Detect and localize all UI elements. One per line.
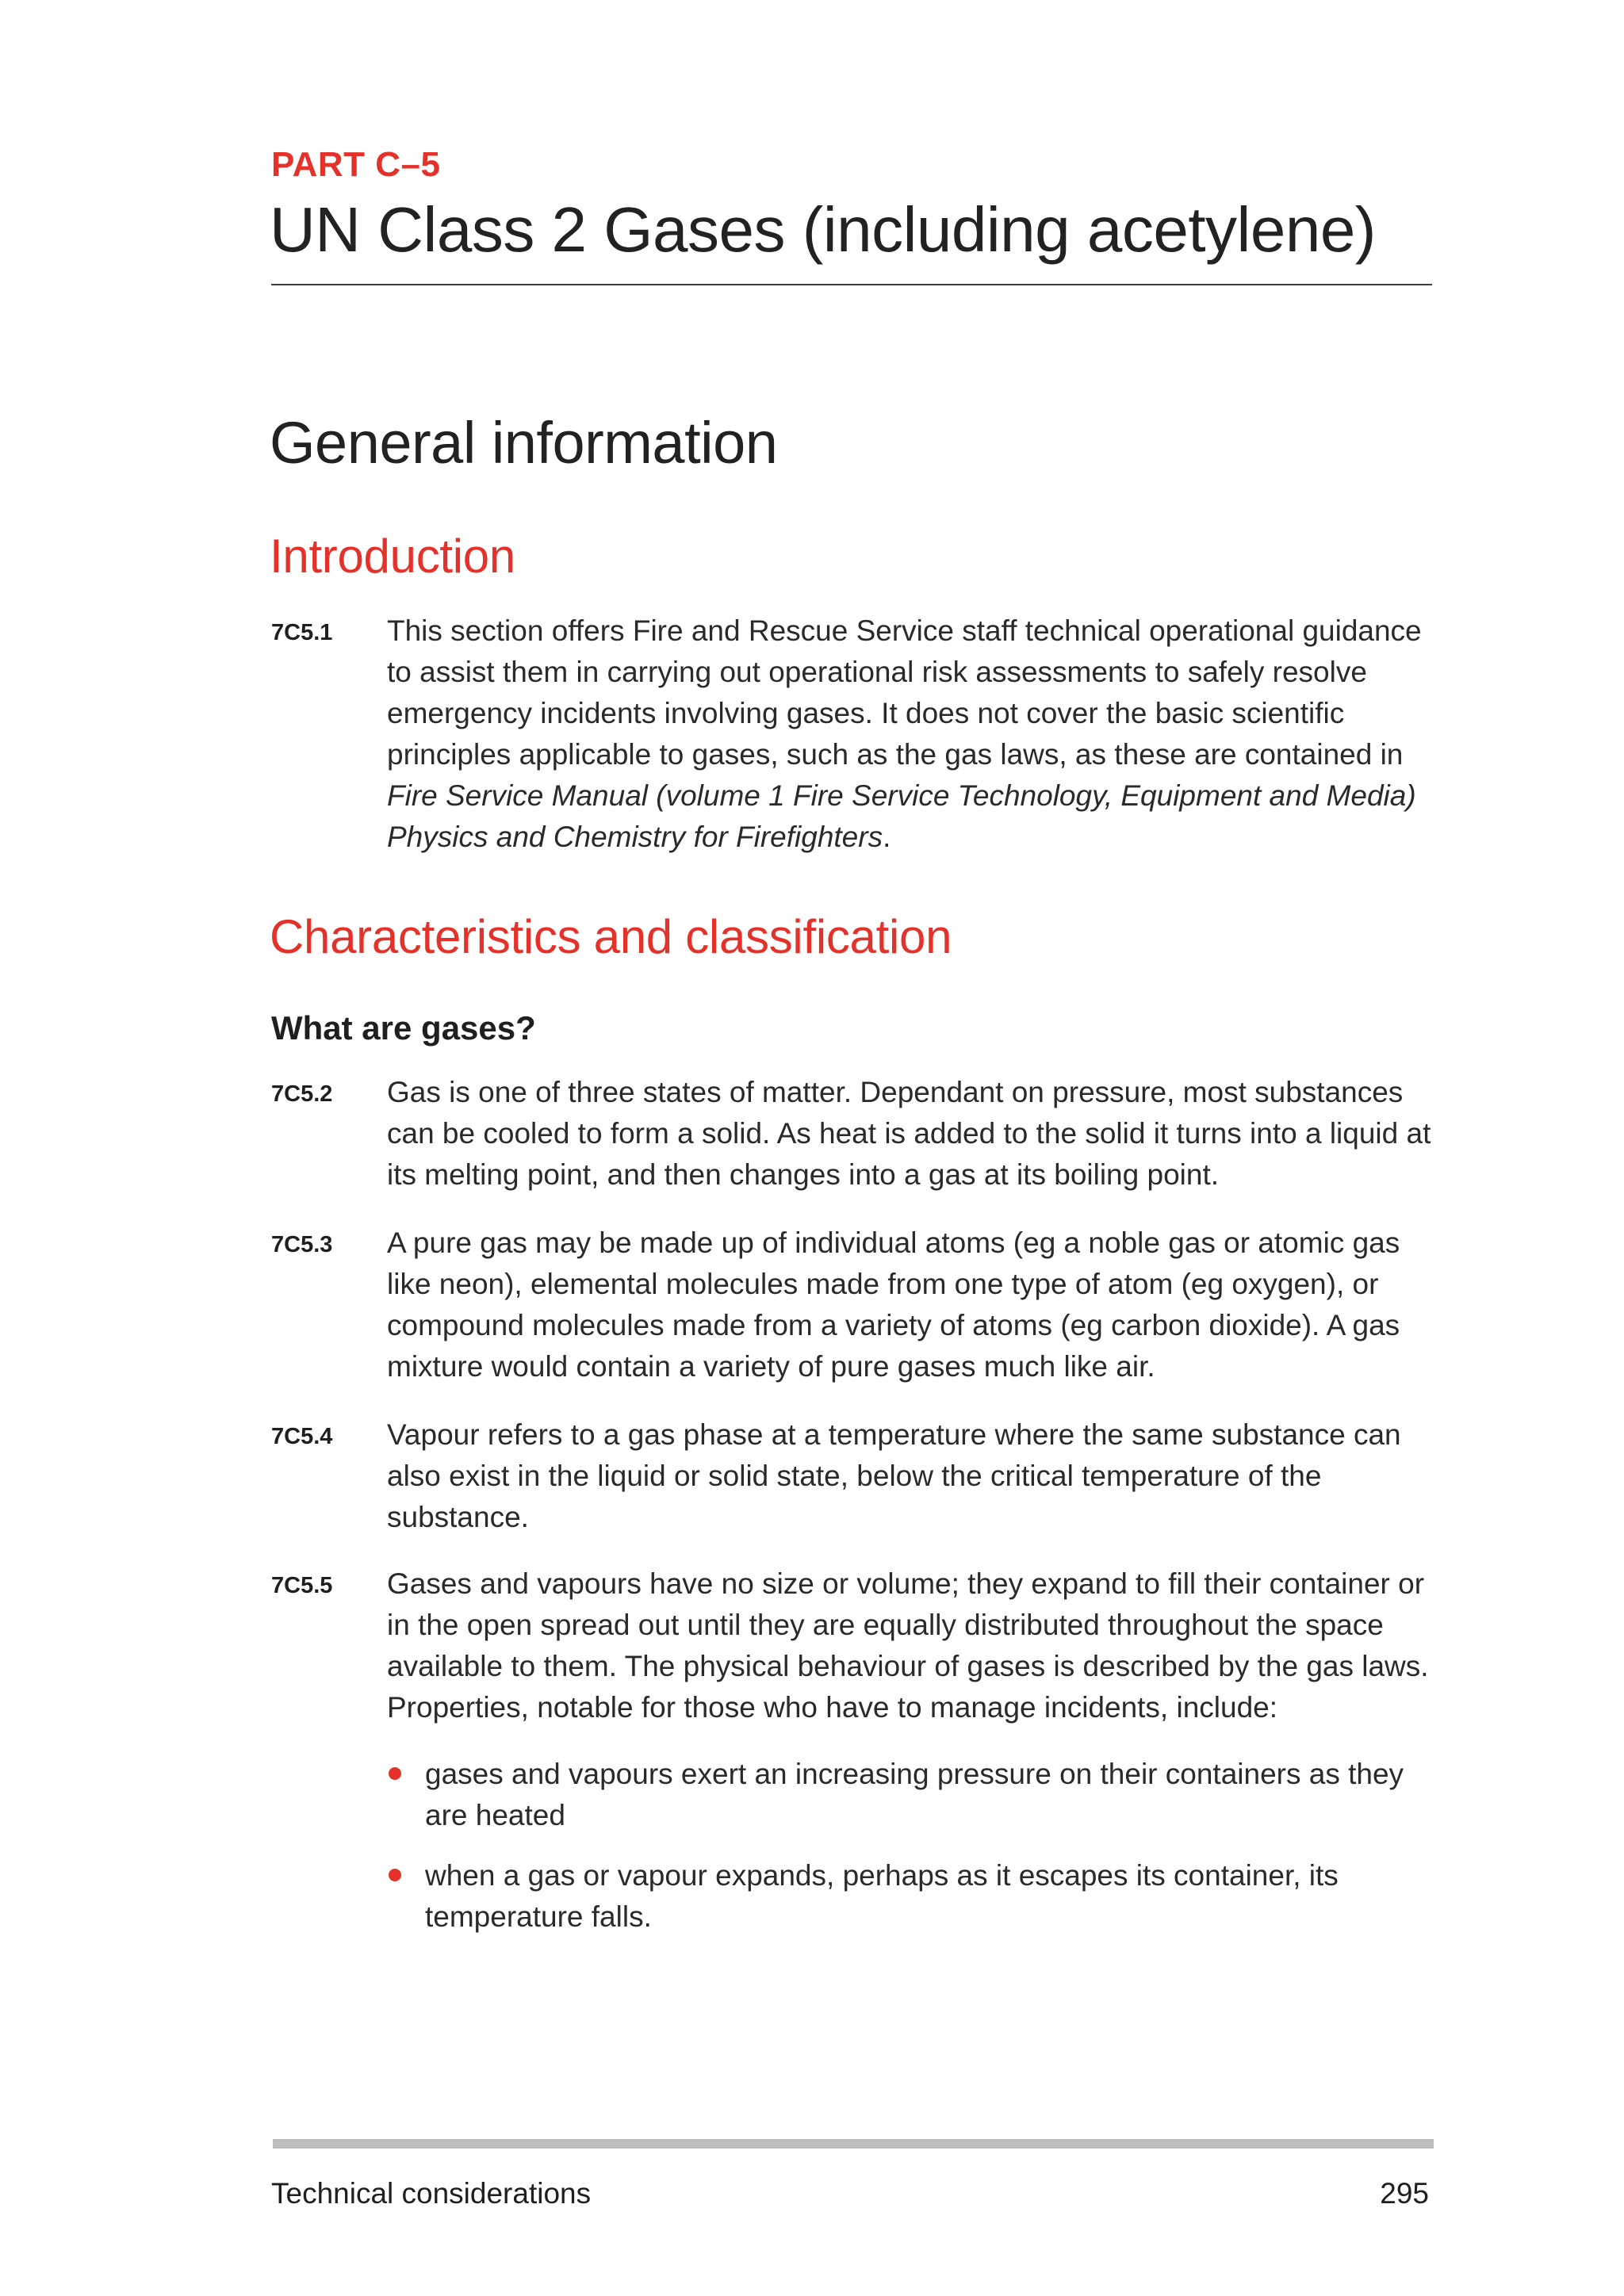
page-number: 295	[1380, 2177, 1429, 2210]
part-label: PART C–5	[271, 145, 441, 184]
page-heading: General information	[270, 410, 778, 476]
properties-bullet-list	[387, 1754, 1434, 1957]
paragraph-text	[387, 610, 1437, 858]
manual-reference: Fire Service Manual (volume 1 Fire Service Technology, Equipment and Media) Physics and Chemistry for Firefighters	[387, 779, 1416, 853]
footer-section-name: Technical considerations	[271, 2177, 592, 2210]
paragraph-7c5-5	[271, 1563, 1437, 1728]
bullet-text: gases and vapours exert an increasing pressure on their containers as they are heated	[425, 1758, 1404, 1831]
bullet-icon	[389, 1767, 401, 1780]
paragraph-number: 7C5.3	[271, 1232, 333, 1257]
list-item	[387, 1754, 1434, 1836]
paragraph-7c5-4	[271, 1414, 1437, 1538]
bullet-text: when a gas or vapour expands, perhaps as it escapes its container, its temperature falls.	[425, 1859, 1339, 1933]
paragraph-number: 7C5.5	[271, 1573, 333, 1598]
paragraph-text: Vapour refers to a gas phase at a temperature where the same substance can also exist in the liquid or solid state, below the critical temperature of the substance.	[387, 1418, 1401, 1533]
title-divider	[271, 284, 1432, 285]
paragraph-text: Gases and vapours have no size or volume; they expand to fill their container or in the open spread out until they are equally distributed throughout the space available to them. The physical behaviour of gases is described by the gas laws. Properties, notable for those who have to manage incidents, include:	[387, 1567, 1429, 1724]
bullet-icon	[389, 1869, 401, 1881]
paragraph-text-plain: This section offers Fire and Rescue Service staff technical operational guidance to assist them in carrying out operational risk assessments to safely resolve emergency incidents involving gases. It does not cover the basic scientific principles applicable to gases, such as the gas laws, as these are contained in	[387, 614, 1422, 771]
paragraph-7c5-3	[271, 1223, 1437, 1387]
paragraph-text: Gas is one of three states of matter. Dependant on pressure, most substances can be cooled to form a solid. As heat is added to the solid it turns into a liquid at its melting point, and then changes into a gas at its boiling point.	[387, 1076, 1431, 1191]
part-title: UN Class 2 Gases (including acetylene)	[270, 194, 1376, 265]
paragraph-number: 7C5.1	[271, 620, 333, 645]
paragraph-7c5-1	[271, 610, 1437, 858]
paragraph-text-end: .	[883, 821, 891, 853]
paragraph-text: A pure gas may be made up of individual atoms (eg a noble gas or atomic gas like neon), elemental molecules made from one type of atom (eg oxygen), or compound molecules made from a variety of atoms (eg carbon dioxide). A gas mixture would contain a variety of pure gases much like air.	[387, 1226, 1400, 1383]
paragraph-number: 7C5.2	[271, 1081, 333, 1107]
section-title-introduction: Introduction	[270, 530, 515, 583]
subheading-what-are-gases: What are gases?	[271, 1009, 536, 1047]
footer-divider	[273, 2139, 1434, 2149]
section-title-characteristics: Characteristics and classification	[270, 910, 952, 963]
list-item	[387, 1855, 1434, 1938]
paragraph-7c5-2	[271, 1072, 1437, 1196]
paragraph-number: 7C5.4	[271, 1424, 333, 1449]
